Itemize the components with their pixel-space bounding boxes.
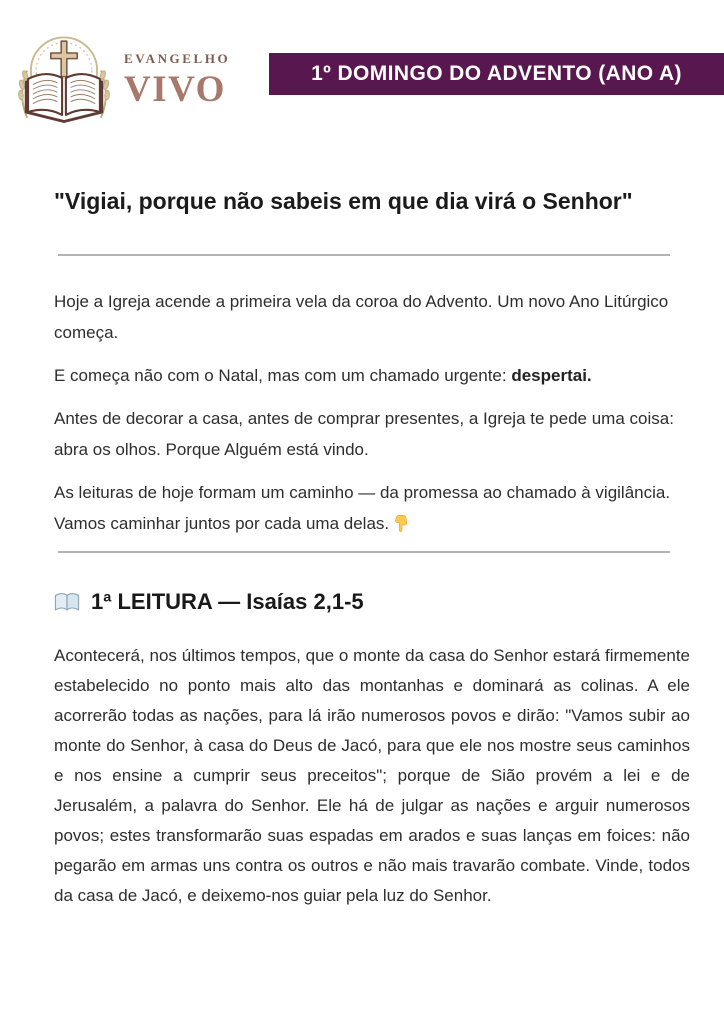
first-reading-body: Acontecerá, nos últimos tempos, que o monte da casa do Senhor estará firmemente estabelecido no ponto mais alto das montanhas e dominará as colinas. A ele acorrerão todas as nações, para lá irão numerosos povos e dirão: "Vamos subir ao monte do Senhor, à casa do Deus de Jacó, para que ele nos mostre seus caminhos e nos ensine a cumprir seus preceitos"; porque de Sião provém a lei e de Jerusalém, a palavra do Senhor. Ele há de julgar as nações e arguir numerosos povos; estes transformarão suas espadas em arados e suas lanças em foices: não pegarão em armas uns contra os outros e não mais travarão combate. Vinde, todos da casa de Jacó, e deixemo-nos guiar pela luz do Senhor. [54,646,690,905]
evangelho-vivo-logo-icon [12,24,116,134]
logo-wordmark [124,51,230,111]
divider-middle [58,551,670,553]
intro-paragraph-4-text: As leituras de hoje formam um caminho — da promessa ao chamado à vigilância. Vamos caminhar juntos por cada uma delas. [54,483,671,533]
logo-wordmark-vivo: VIVO [124,69,226,110]
article-content [0,187,724,911]
divider-top [58,254,670,256]
first-reading-heading-label: 1ª LEITURA — Isaías 2,1-5 [91,589,364,614]
banner-title: 1º DOMINGO DO ADVENTO (ANO A) [311,62,682,85]
pointing-down-icon [392,513,411,532]
intro-paragraph-2-text: E começa não com o Natal, mas com um chamado urgente: [54,366,512,385]
first-reading-heading [54,589,690,615]
intro-paragraph-2-bold: despertai. [511,366,592,385]
open-book-icon [54,591,80,613]
intro-paragraph-4 [54,477,690,539]
logo-wordmark-evangelho: EVANGELHO [124,51,231,66]
intro-paragraph-3: Antes de decorar a casa, antes de comprar presentes, a Igreja te pede uma coisa: abra os olhos. Porque Alguém está vindo. [54,409,674,459]
page-header [0,0,724,150]
intro-paragraph-1: Hoje a Igreja acende a primeira vela da coroa do Advento. Um novo Ano Litúrgico começa. [54,292,669,342]
liturgical-day-banner [269,53,724,95]
brand-logo [12,24,230,134]
page-title: "Vigiai, porque não sabeis em que dia virá o Senhor" [54,188,633,214]
intro-paragraph-2 [54,360,690,391]
intro-section [54,286,690,539]
